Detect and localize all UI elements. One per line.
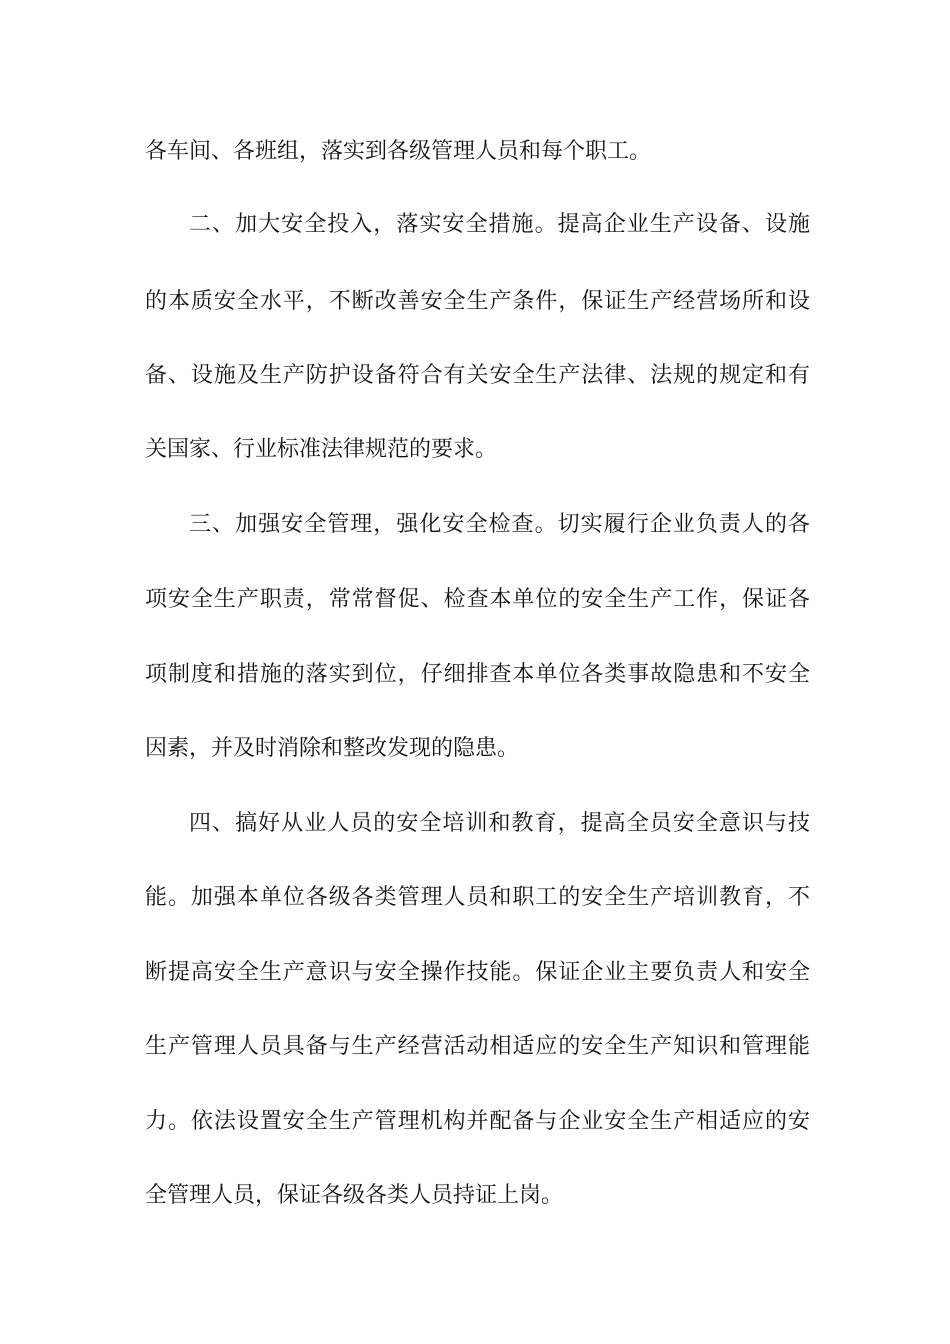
text-line: 生产管理人员具备与生产经营活动相适应的安全生产知识和管理能 — [145, 1034, 810, 1059]
paragraph-2-line-1: 二、加大安全投入，落实安全措施。提高企业生产设备、设施 — [189, 212, 810, 237]
text-line: 能。加强本单位各级各类管理人员和职工的安全生产培训教育，不 — [145, 885, 810, 910]
text-line: 力。依法设置安全生产管理机构并配备与企业安全生产相适应的安 — [145, 1109, 810, 1134]
text-line: 各车间、各班组，落实到各级管理人员和每个职工。 — [145, 139, 652, 164]
paragraph-4-line-1: 四、搞好从业人员的安全培训和教育，提高全员安全意识与技 — [189, 811, 810, 836]
text-line: 项安全生产职责，常常督促、检查本单位的安全生产工作，保证各 — [145, 587, 810, 612]
text-line: 关国家、行业标准法律规范的要求。 — [145, 437, 498, 462]
text-line: 的本质安全水平，不断改善安全生产条件，保证生产经营场所和设 — [145, 289, 810, 314]
text-line: 项制度和措施的落实到位，仔细排查本单位各类事故隐患和不安全 — [145, 662, 810, 687]
text-line: 断提高安全生产意识与安全操作技能。保证企业主要负责人和安全 — [145, 960, 810, 985]
text-line: 全管理人员，保证各级各类人员持证上岗。 — [145, 1183, 564, 1208]
text-line: 因素，并及时消除和整改发现的隐患。 — [145, 736, 520, 761]
text-line: 备、设施及生产防护设备符合有关安全生产法律、法规的规定和有 — [145, 363, 810, 388]
paragraph-3-line-1: 三、加强安全管理，强化安全检查。切实履行企业负责人的各 — [189, 512, 810, 537]
